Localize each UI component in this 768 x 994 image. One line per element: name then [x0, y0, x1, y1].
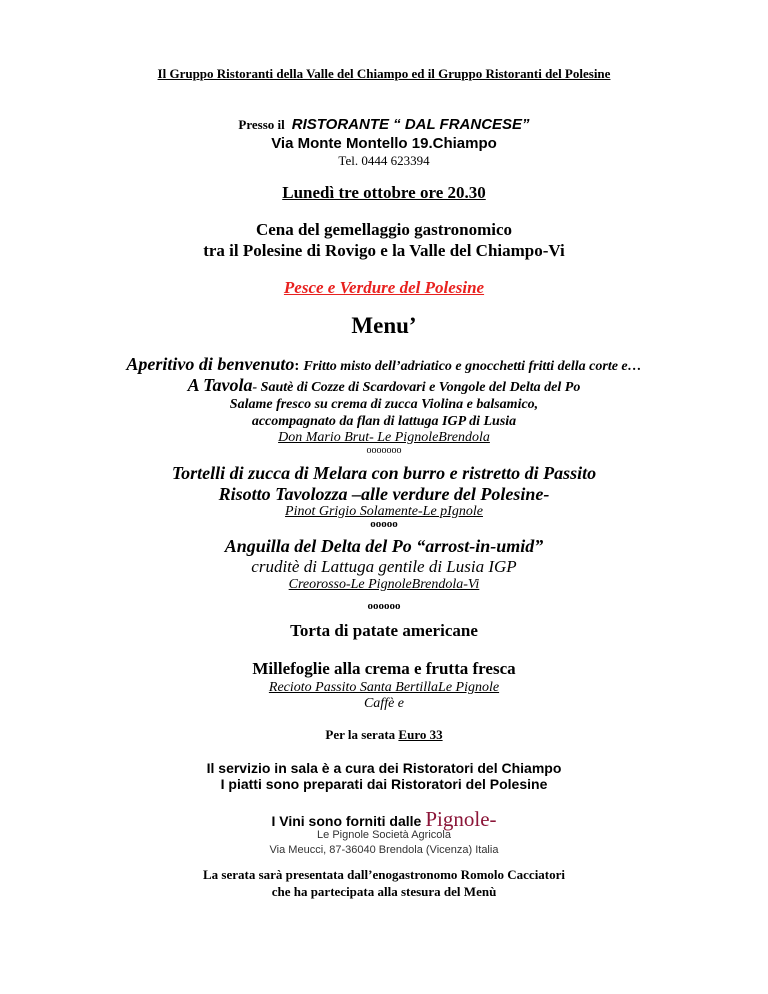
dessert-line-2: Millefoglie alla crema e frutta fresca	[252, 659, 516, 678]
price-line	[0, 727, 768, 743]
aperitivo-line	[0, 354, 768, 375]
salame-line-2: accompagnato da flan di lattuga IGP di Lusia	[251, 414, 517, 429]
supplier-address: Via Meucci, 87-36040 Brendola (Vicenza) Italia	[269, 844, 499, 856]
tavola-line	[0, 375, 768, 396]
wine-pairing-2: Pinot Grigio Solamente-Le pIgnole	[285, 504, 483, 519]
dessert-line-1: Torta di patate americane	[290, 621, 478, 640]
service-line-1: Il servizio in sala è a cura dei Ristoratori del Chiampo	[206, 760, 562, 776]
venue-line	[0, 116, 768, 134]
secondo-line-2: cruditè di Lattuga gentile di Lusia IGP	[251, 557, 517, 576]
supplier-company: Le Pignole Società Agricola	[317, 829, 451, 841]
venue-prefix: Presso il	[238, 117, 285, 132]
venue-name: RISTORANTE “ DAL FRANCESE”	[291, 116, 530, 133]
footer-line-1: La serata sarà presentata dall’enogastronomo Romolo Cacciatori	[202, 867, 566, 882]
separator-1: ooooooo	[366, 445, 402, 456]
wine-pairing-4: Recioto Passito Santa BertillaLe Pignole	[268, 680, 500, 695]
wines-supplier-label: I Vini sono forniti dalle	[271, 813, 422, 829]
footer-line-2: che ha partecipata alla stesura del Menù	[271, 884, 497, 899]
aperitivo-colon: :	[294, 358, 300, 374]
salame-line-1: Salame fresco su crema di zucca Violina e balsamico,	[229, 397, 539, 412]
menu-heading: Menu’	[351, 313, 417, 338]
primo-line-2: Risotto Tavolozza –alle verdure del Polesine-	[218, 484, 550, 504]
separator-2: ooooo	[370, 518, 398, 530]
service-line-2: I piatti sono preparati dai Ristoratori del Polesine	[220, 776, 548, 792]
event-title-line-2: tra il Polesine di Rovigo e la Valle del Chiampo-Vi	[203, 241, 565, 260]
pignole-brand: Pignole-	[425, 807, 497, 831]
event-date: Lunedì tre ottobre ore 20.30	[282, 183, 486, 202]
price-label: Per la serata	[325, 727, 396, 742]
primo-line-1: Tortelli di zucca di Melara con burro e ristretto di Passito	[171, 463, 597, 483]
wine-pairing-1: Don Mario Brut- Le PignoleBrendola	[278, 430, 490, 445]
venue-phone: Tel. 0444 623394	[338, 153, 430, 168]
coffee-line: Caffè e	[363, 696, 405, 711]
wine-pairing-3: Creorosso-Le PignoleBrendola-Vi	[288, 577, 480, 592]
venue-address: Via Monte Montello 19.Chiampo	[271, 135, 497, 152]
tavola-text: - Sautè di Cozze di Scardovari e Vongole del Delta del Po	[252, 380, 581, 395]
tavola-label: A Tavola	[187, 375, 253, 395]
event-title-line-1: Cena del gemellaggio gastronomico	[255, 220, 513, 239]
aperitivo-text: Fritto misto dell’adriatico e gnocchetti fritti della corte e…	[303, 359, 642, 374]
secondo-line-1: Anguilla del Delta del Po “arrost-in-umid”	[224, 536, 544, 556]
aperitivo-label: Aperitivo di benvenuto	[126, 354, 295, 374]
separator-3: oooooo	[367, 600, 401, 612]
organizers-line: Il Gruppo Ristoranti della Valle del Chiampo ed il Gruppo Ristoranti del Polesine	[157, 66, 611, 81]
event-theme: Pesce e Verdure del Polesine	[283, 278, 485, 297]
price-amount: Euro 33	[398, 727, 443, 742]
